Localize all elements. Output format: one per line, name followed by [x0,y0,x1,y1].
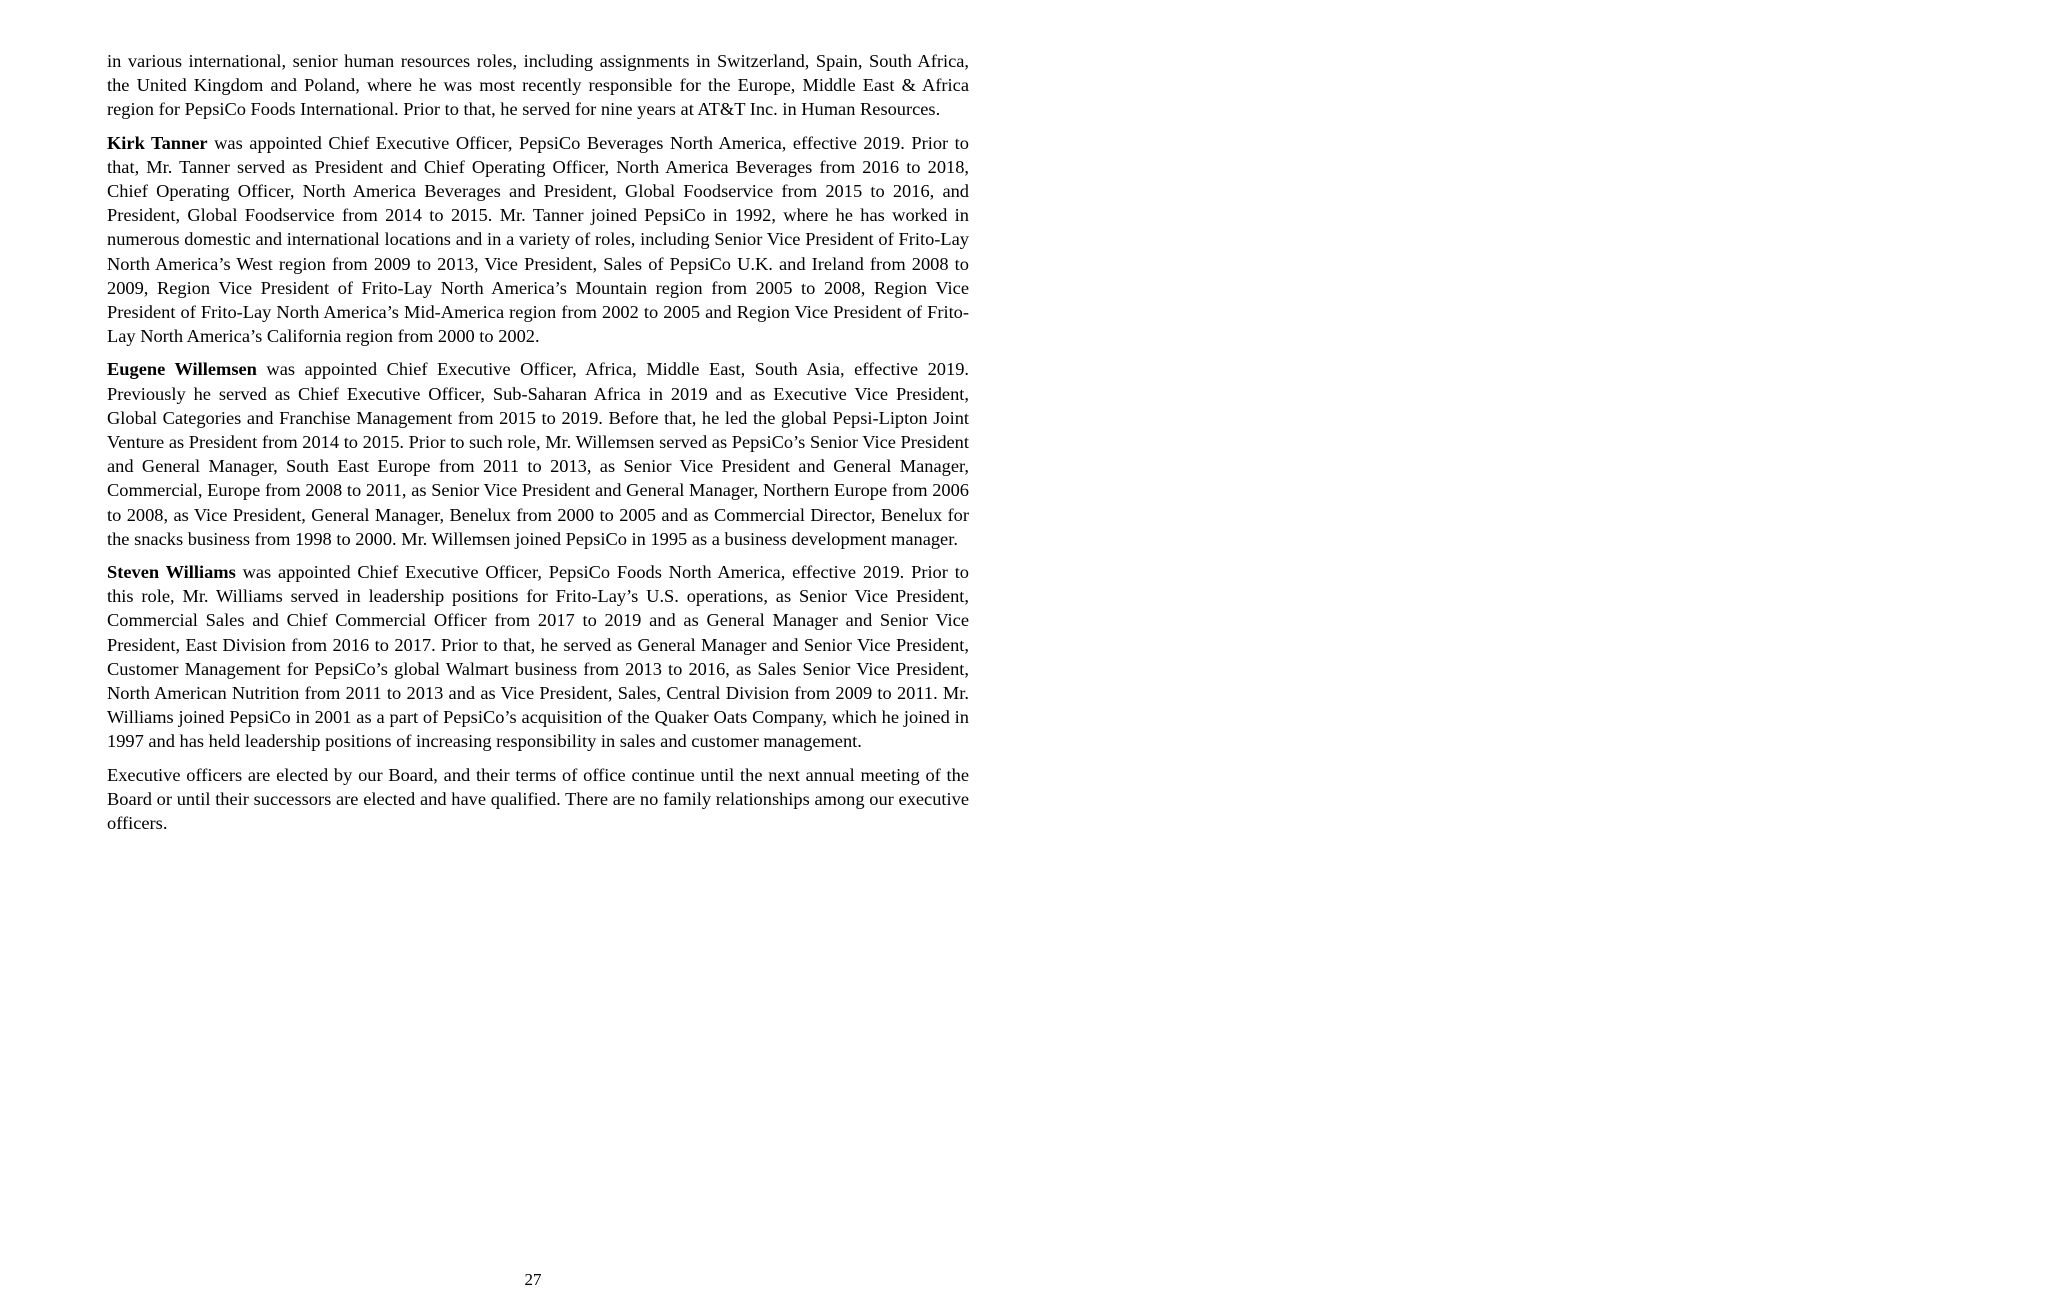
paragraph-kirk-tanner [107,131,969,349]
paragraph-text: was appointed Chief Executive Officer, PepsiCo Beverages North America, effective 2019. Prior to that, Mr. Tanner served as President and Chief Operating Officer, North America Beverages from 2016 to 2018, Chief Operating Officer, North America Beverages and President, Global Foodservice from 2015 to 2016, and President, Global Foodservice from 2014 to 2015. Mr. Tanner joined PepsiCo in 1992, where he has worked in numerous domestic and international locations and in a variety of roles, including Senior Vice President of Frito-Lay North America’s West region from 2009 to 2013, Vice President, Sales of PepsiCo U.K. and Ireland from 2008 to 2009, Region Vice President of Frito-Lay North America’s Mountain region from 2005 to 2008, Region Vice President of Frito-Lay North America’s Mid-America region from 2002 to 2005 and Region Vice President of Frito-Lay North America’s California region from 2000 to 2002. [107,132,969,347]
paragraph-text: Executive officers are elected by our Board, and their terms of office continue until the next annual meeting of the Board or until their successors are elected and have qualified. There are no family relationships among our executive officers. [107,764,969,834]
paragraph-eugene-willemsen [107,357,969,551]
paragraph-executive-officers-election [107,763,969,836]
document-body [107,49,969,844]
paragraph-bio-continuation [107,49,969,122]
executive-name: Steven Williams [107,562,236,583]
paragraph-steven-williams [107,560,969,754]
page-number: 27 [524,1270,542,1289]
executive-name: Eugene Willemsen [107,359,257,380]
executive-name: Kirk Tanner [107,132,208,153]
paragraph-text: was appointed Chief Executive Officer, PepsiCo Foods North America, effective 2019. Prior to this role, Mr. Williams served in leadership positions for Frito-Lay’s U.S. operations, as Senior Vice President, Commercial Sales and Chief Commercial Officer from 2017 to 2019 and as General Manager and Senior Vice President, East Division from 2016 to 2017. Prior to that, he served as General Manager and Senior Vice President, Customer Management for PepsiCo’s global Walmart business from 2013 to 2016, as Sales Senior Vice President, North American Nutrition from 2011 to 2013 and as Vice President, Sales, Central Division from 2009 to 2011. Mr. Williams joined PepsiCo in 2001 as a part of PepsiCo’s acquisition of the Quaker Oats Company, which he joined in 1997 and has held leadership positions of increasing responsibility in sales and customer management. [107,562,969,752]
paragraph-text: in various international, senior human resources roles, including assignments in Switzerland, Spain, South Africa, the United Kingdom and Poland, where he was most recently responsible for the Europe, Middle East & Africa region for PepsiCo Foods International. Prior to that, he served for nine years at AT&T Inc. in Human Resources. [107,51,969,120]
paragraph-text: was appointed Chief Executive Officer, Africa, Middle East, South Asia, effective 2019. Previously he served as Chief Executive Officer, Sub-Saharan Africa in 2019 and as Executive Vice President, Global Categories and Franchise Management from 2015 to 2019. Before that, he led the global Pepsi-Lipton Joint Venture as President from 2014 to 2015. Prior to such role, Mr. Willemsen served as PepsiCo’s Senior Vice President and General Manager, South East Europe from 2011 to 2013, as Senior Vice President and General Manager, Commercial, Europe from 2008 to 2011, as Senior Vice President and General Manager, Northern Europe from 2006 to 2008, as Vice President, General Manager, Benelux from 2000 to 2005 and as Commercial Director, Benelux for the snacks business from 1998 to 2000. Mr. Willemsen joined PepsiCo in 1995 as a business development manager. [107,359,969,549]
